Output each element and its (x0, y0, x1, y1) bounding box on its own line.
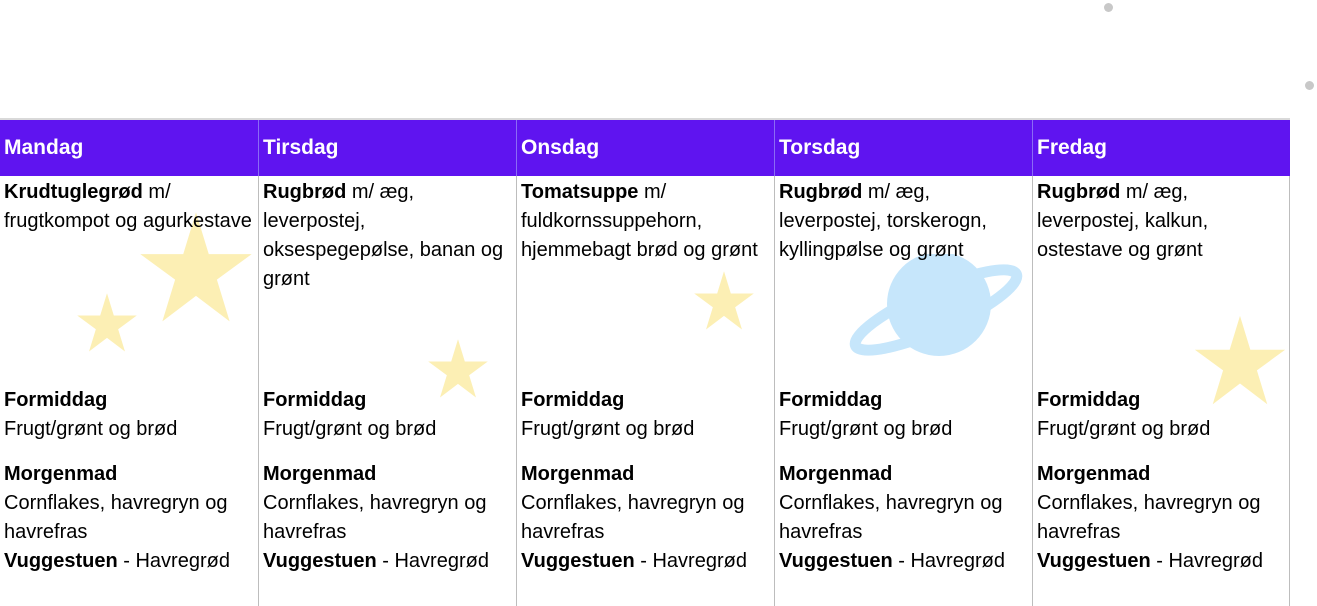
day-column-friday (1032, 176, 1290, 606)
breakfast-title: Morgenmad (521, 463, 635, 485)
day-header-thursday: Torsdag (774, 120, 1032, 176)
nursery-label: Vuggestuen (4, 550, 118, 572)
nursery-dish: - Havregrød (892, 550, 1005, 572)
day-header-friday: Fredag (1032, 120, 1290, 176)
decorative-dot (1104, 3, 1113, 12)
nursery-dish: - Havregrød (1150, 550, 1263, 572)
day-column-monday (0, 176, 258, 606)
day-column-wednesday (516, 176, 774, 606)
day-header-wednesday: Onsdag (516, 120, 774, 176)
breakfast-section (521, 460, 770, 576)
day-header-monday: Mandag (4, 136, 84, 159)
breakfast-title: Morgenmad (263, 463, 377, 485)
lunch-sides: m/ æg, leverpostej, oksespegepølse, banan og grønt (263, 181, 504, 290)
lunch-sides: m/ fuldkornssuppehorn, hjemmebagt brød og grønt (521, 181, 758, 261)
snack-title: Formiddag (1037, 389, 1141, 411)
lunch-dish: Krudtuglegrød (4, 181, 143, 203)
lunch-sides: m/ frugtkompot og agurkestave (4, 181, 252, 232)
breakfast-title: Morgenmad (1037, 463, 1151, 485)
nursery-label: Vuggestuen (521, 550, 635, 572)
lunch-sides: m/ æg, leverpostej, torskerogn, kyllingpølse og grønt (779, 181, 987, 261)
lunch-text (4, 178, 254, 386)
lunch-text (263, 178, 512, 386)
nursery-line (263, 547, 512, 576)
breakfast-section (4, 460, 254, 576)
lunch-sides: m/ æg, leverpostej, kalkun, ostestave og grønt (1037, 181, 1209, 261)
snack-title: Formiddag (4, 389, 108, 411)
nursery-line (521, 547, 770, 576)
snack-title: Formiddag (263, 389, 367, 411)
snack-section (4, 386, 254, 460)
nursery-dish: - Havregrød (117, 550, 230, 572)
snack-section (779, 386, 1028, 460)
breakfast-section (263, 460, 512, 576)
nursery-label: Vuggestuen (263, 550, 377, 572)
lunch-text (779, 178, 1028, 386)
snack-section (521, 386, 770, 460)
breakfast-title: Morgenmad (779, 463, 893, 485)
nursery-line (1037, 547, 1285, 576)
breakfast-text: Cornflakes, havregryn og havrefras (1037, 492, 1261, 543)
nursery-label: Vuggestuen (779, 550, 893, 572)
lunch-dish: Tomatsuppe (521, 181, 639, 203)
breakfast-section (779, 460, 1028, 576)
snack-title: Formiddag (779, 389, 883, 411)
snack-title: Formiddag (521, 389, 625, 411)
snack-text: Frugt/grønt og brød (521, 418, 695, 440)
header-row (0, 120, 1290, 176)
day-column-thursday (774, 176, 1032, 606)
day-header-tuesday: Tirsdag (258, 120, 516, 176)
snack-text: Frugt/grønt og brød (263, 418, 437, 440)
weekly-menu-table (0, 118, 1290, 606)
day-column-tuesday (258, 176, 516, 606)
snack-text: Frugt/grønt og brød (779, 418, 953, 440)
nursery-line (779, 547, 1028, 576)
snack-text: Frugt/grønt og brød (4, 418, 178, 440)
breakfast-title: Morgenmad (4, 463, 118, 485)
breakfast-section (1037, 460, 1285, 576)
snack-text: Frugt/grønt og brød (1037, 418, 1211, 440)
nursery-dish: - Havregrød (634, 550, 747, 572)
lunch-text (1037, 178, 1285, 386)
decorative-dot (1305, 81, 1314, 90)
lunch-dish: Rugbrød (1037, 181, 1121, 203)
breakfast-text: Cornflakes, havregryn og havrefras (263, 492, 487, 543)
menu-body-row (0, 176, 1290, 606)
breakfast-text: Cornflakes, havregryn og havrefras (779, 492, 1003, 543)
lunch-dish: Rugbrød (263, 181, 347, 203)
snack-section (263, 386, 512, 460)
nursery-dish: - Havregrød (376, 550, 489, 572)
nursery-label: Vuggestuen (1037, 550, 1151, 572)
nursery-line (4, 547, 254, 576)
breakfast-text: Cornflakes, havregryn og havrefras (521, 492, 745, 543)
lunch-text (521, 178, 770, 386)
lunch-dish: Rugbrød (779, 181, 863, 203)
snack-section (1037, 386, 1285, 460)
breakfast-text: Cornflakes, havregryn og havrefras (4, 492, 228, 543)
